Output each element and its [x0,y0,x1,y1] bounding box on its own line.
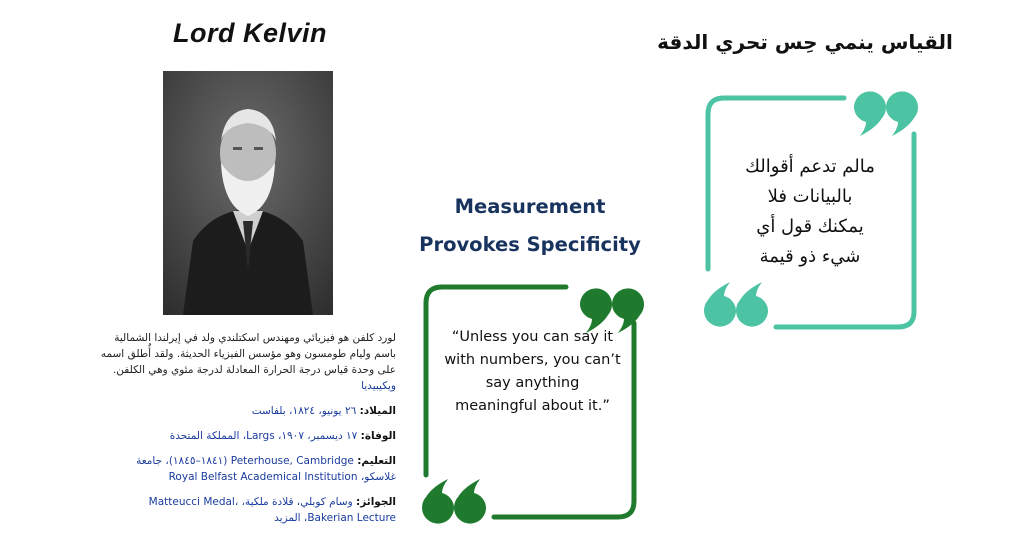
fact-awards [100,494,396,526]
quote-line: with numbers, you can’t [444,352,621,368]
quote-line: شيء ذو قيمة [759,246,861,267]
wikipedia-link[interactable]: ويكيبيديا [361,380,396,392]
kelvin-title: Lord Kelvin [172,18,327,48]
fact-label: الوفاة: [360,430,396,442]
fact-label: الميلاد: [359,405,396,417]
quote-line: “Unless you can say it [451,329,614,345]
fact-value[interactable]: وسام كوبلي، قلادة ملكية، Matteucci Medal، Bakerian Lecture، المزيد [148,496,396,524]
quote-line: meaningful about it.” [455,398,610,414]
open-quote-icon [704,282,768,327]
kelvin-portrait-image [163,71,333,315]
quote-line: مالم تدعم أقوالك [745,156,875,177]
title-line: Provokes Specificity [419,233,641,256]
fact-value[interactable]: Peterhouse, Cambridge (١٨٤١–١٨٤٥)، جامعة غلاسكو، Royal Belfast Academical Institution [136,455,396,483]
fact-education [100,453,396,485]
fact-value[interactable]: ١٧ ديسمبر، ١٩٠٧، Largs، المملكة المتحدة [169,430,358,442]
fact-death [100,428,396,444]
arabic-title: القياس ينمي حِس تحري الدقة [657,30,953,54]
measurement-title [400,188,660,264]
bio-block [100,330,396,526]
fact-value[interactable]: ٢٦ يونيو، ١٨٢٤، بلفاست [251,405,357,417]
quote-line: يمكنك قول أي [756,216,864,237]
quote-line: say anything [485,375,580,391]
fact-label: الجوائز: [356,496,396,508]
title-line: Measurement [454,195,606,218]
english-quote [440,326,625,418]
fact-label: التعليم: [357,455,396,467]
bio-text: لورد كلفن هو فيزيائي ومهندس اسكتلندي ولد في إيرلندا الشمالية باسم وليام طومسون وهو مؤسس الفيزياء الحديثة. ولقد أُطلق اسمه على وحدة قياس درجة الحرارة المعادلة لدرجة مئوي وهي الكلفن. [100,332,396,376]
quote-line: بالبيانات فلا [767,186,853,207]
open-quote-icon [422,479,486,524]
fact-birth [100,403,396,419]
arabic-quote [725,152,895,272]
close-quote-icon [854,91,918,136]
